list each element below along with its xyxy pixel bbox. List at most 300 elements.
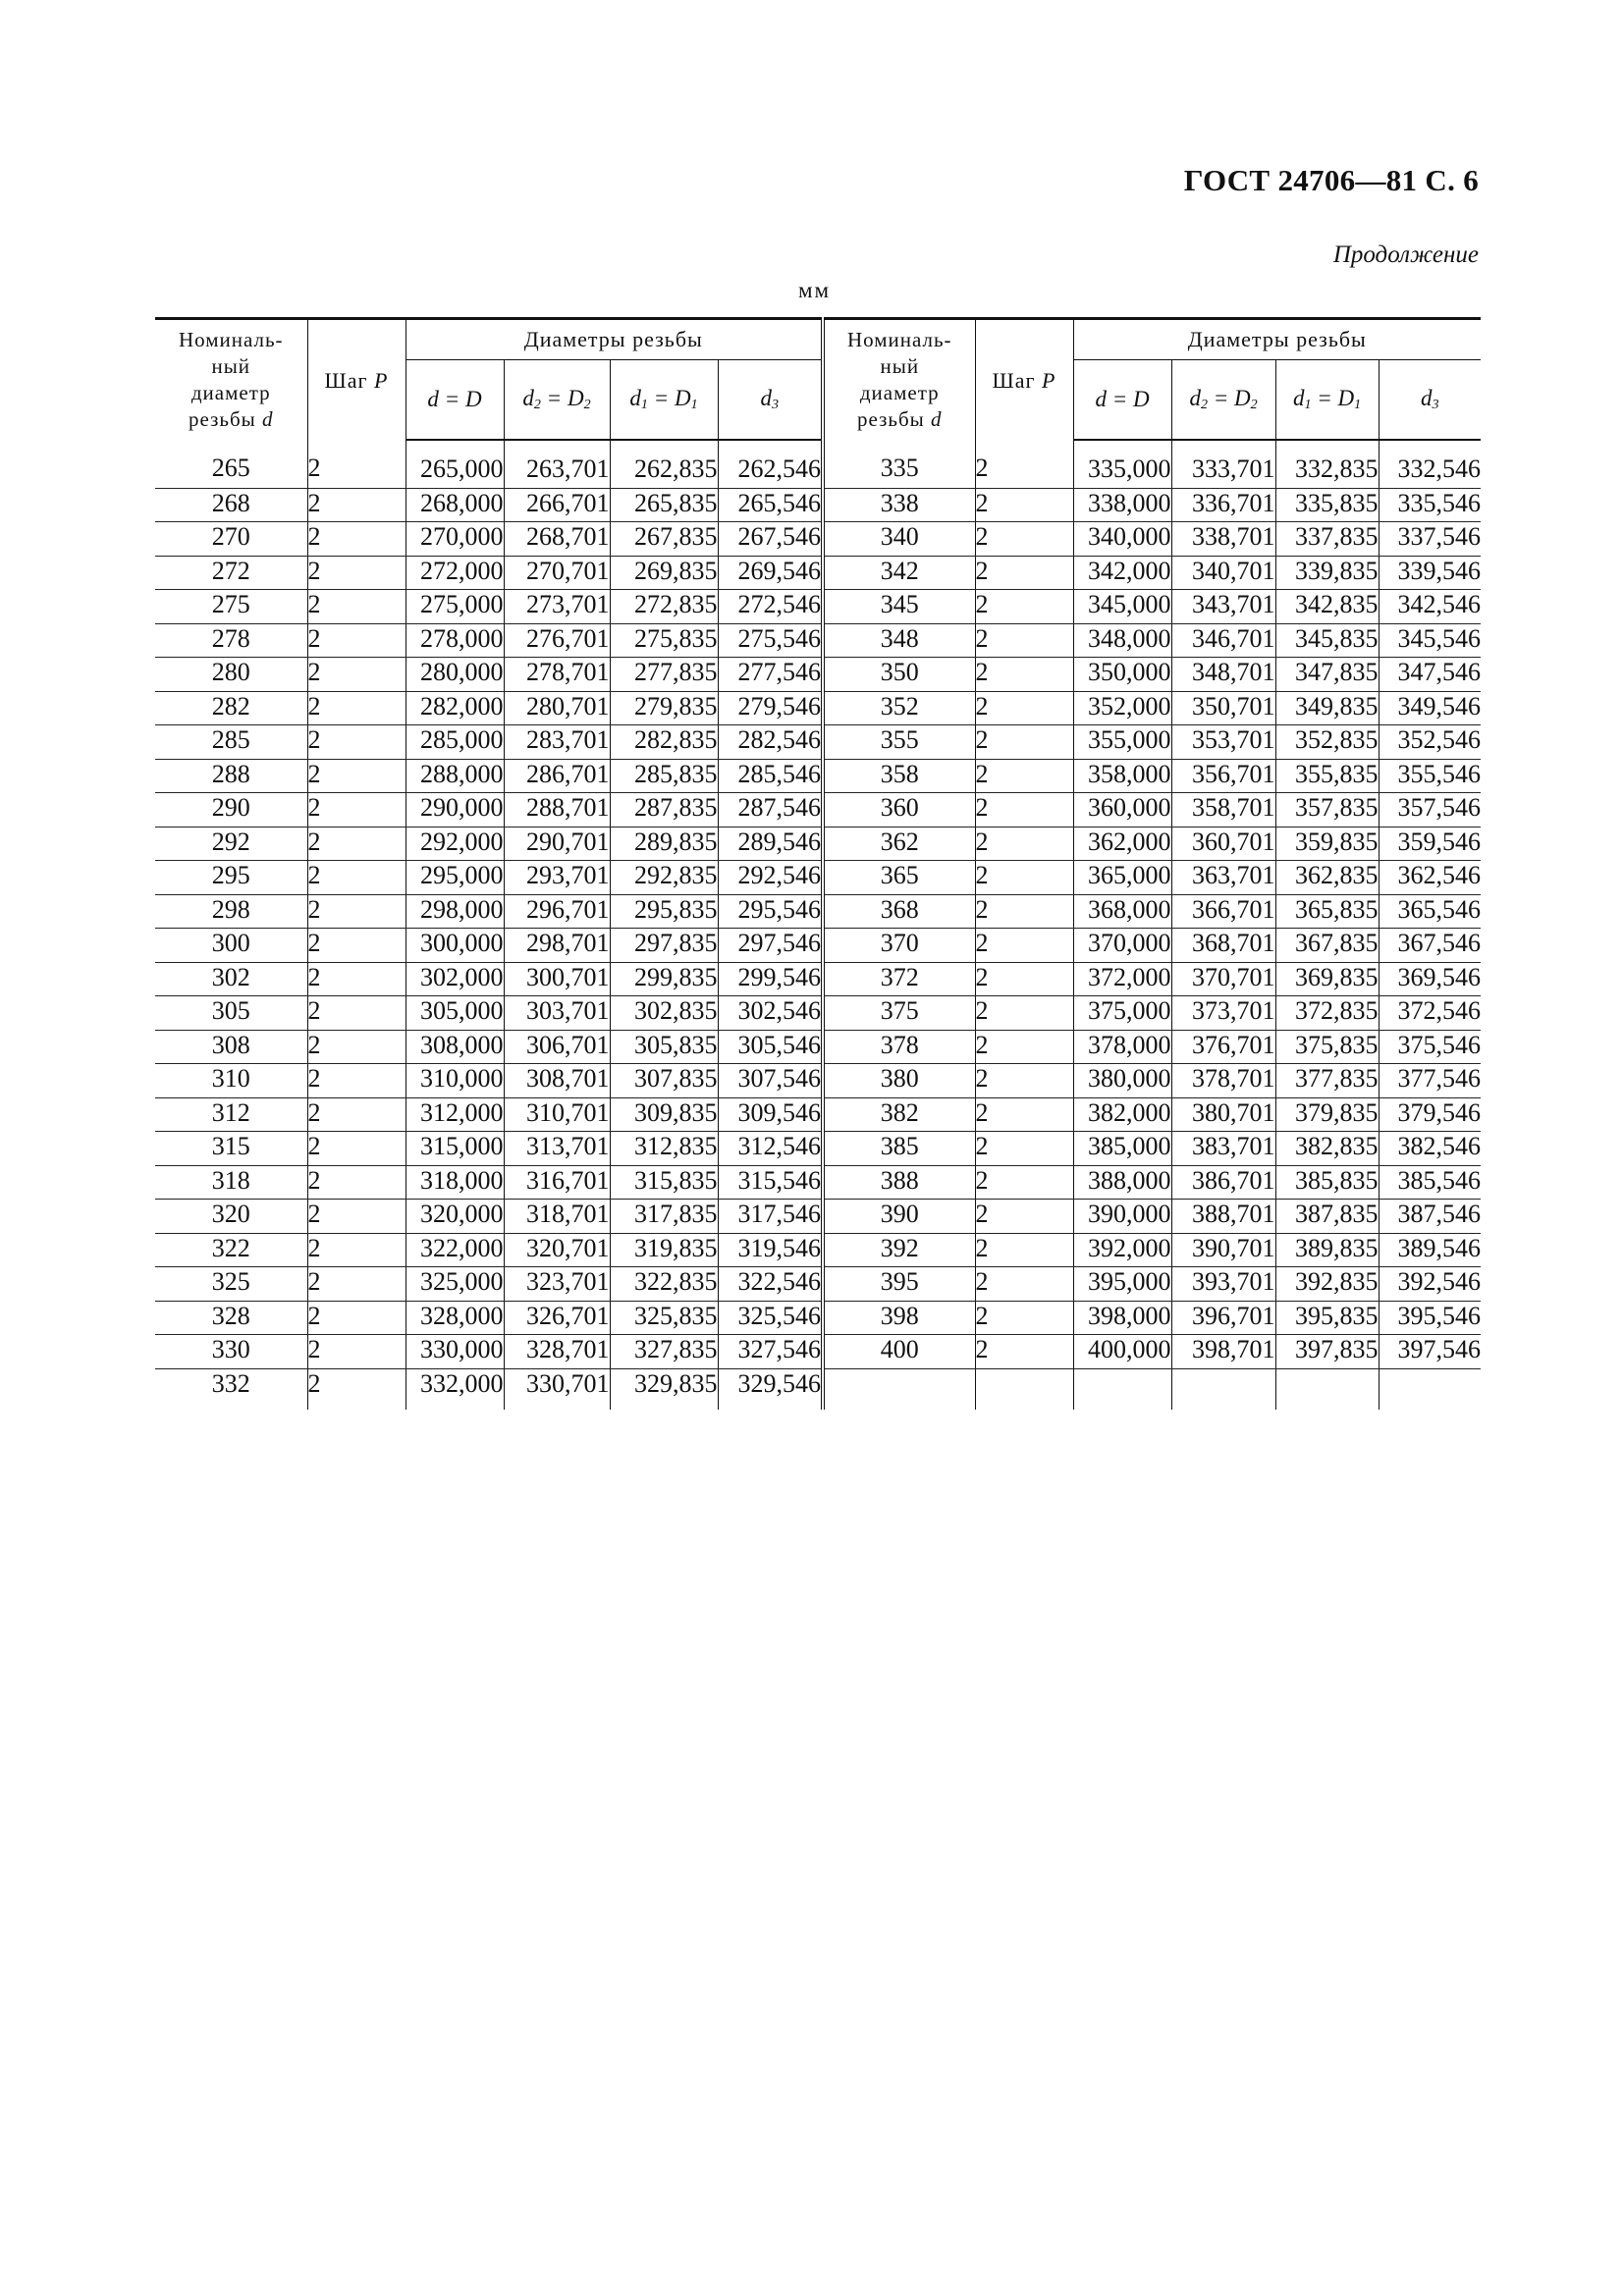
nominal-diameter-cell: 338 — [823, 488, 975, 522]
d2-cell: 343,701 — [1171, 590, 1275, 624]
d1-cell: 285,835 — [610, 759, 718, 793]
step-cell: 2 — [307, 1301, 406, 1335]
d1-cell: 345,835 — [1275, 623, 1379, 658]
step-cell: 2 — [307, 725, 406, 760]
d-equals-D-cell: 278,000 — [406, 623, 504, 658]
d2-cell: 308,701 — [504, 1064, 610, 1098]
nominal-diameter-cell: 285 — [155, 725, 307, 760]
d2-cell: 283,701 — [504, 725, 610, 760]
table-row — [155, 1030, 1481, 1064]
d1-cell: 302,835 — [610, 996, 718, 1031]
d2-cell: 303,701 — [504, 996, 610, 1031]
d3-cell: 362,546 — [1379, 861, 1481, 895]
d2-cell: 333,701 — [1171, 440, 1275, 488]
nominal-diameter-cell: 315 — [155, 1132, 307, 1166]
d1-cell: 319,835 — [610, 1233, 718, 1267]
step-cell: 2 — [975, 488, 1073, 522]
step-cell: 2 — [975, 1030, 1073, 1064]
d2-cell: 293,701 — [504, 861, 610, 895]
step-cell: 2 — [307, 1132, 406, 1166]
d3-cell: 352,546 — [1379, 725, 1481, 760]
d-equals-D-cell: 265,000 — [406, 440, 504, 488]
d-equals-D-cell: 292,000 — [406, 827, 504, 861]
d2-cell: 340,701 — [1171, 556, 1275, 590]
d3-cell: 345,546 — [1379, 623, 1481, 658]
d-equals-D-cell: 280,000 — [406, 658, 504, 692]
table-row — [155, 996, 1481, 1031]
d2-cell: 376,701 — [1171, 1030, 1275, 1064]
step-cell: 2 — [975, 1165, 1073, 1200]
nominal-diameter-cell: 278 — [155, 623, 307, 658]
d3-cell: 319,546 — [718, 1233, 823, 1267]
nominal-diameter-cell: 298 — [155, 894, 307, 929]
table-row — [155, 522, 1481, 557]
d1-cell: 385,835 — [1275, 1165, 1379, 1200]
d3-cell: 372,546 — [1379, 996, 1481, 1031]
table-row — [155, 1200, 1481, 1234]
d1-cell: 275,835 — [610, 623, 718, 658]
d3-cell: 262,546 — [718, 440, 823, 488]
d1-cell: 315,835 — [610, 1165, 718, 1200]
d1-cell: 332,835 — [1275, 440, 1379, 488]
d1-cell: 342,835 — [1275, 590, 1379, 624]
d3-cell: 375,546 — [1379, 1030, 1481, 1064]
nominal-diameter-cell: 358 — [823, 759, 975, 793]
d1-cell: 327,835 — [610, 1335, 718, 1369]
d2-cell: 300,701 — [504, 962, 610, 996]
d2-cell: 348,701 — [1171, 658, 1275, 692]
d2-cell: 318,701 — [504, 1200, 610, 1234]
d2-cell: 323,701 — [504, 1267, 610, 1302]
d1-cell: 395,835 — [1275, 1301, 1379, 1335]
d2-cell: 370,701 — [1171, 962, 1275, 996]
d-equals-D-cell: 298,000 — [406, 894, 504, 929]
d-equals-D-cell: 400,000 — [1073, 1335, 1171, 1369]
d1-cell: 322,835 — [610, 1267, 718, 1302]
step-cell: 2 — [975, 1301, 1073, 1335]
d-equals-D-cell: 385,000 — [1073, 1132, 1171, 1166]
d1-cell: 282,835 — [610, 725, 718, 760]
d-equals-D-cell: 375,000 — [1073, 996, 1171, 1031]
d2-cell: 363,701 — [1171, 861, 1275, 895]
d-equals-D-cell: 370,000 — [1073, 929, 1171, 963]
d2-cell: 336,701 — [1171, 488, 1275, 522]
step-cell: 2 — [307, 1368, 406, 1410]
nominal-diameter-cell: 272 — [155, 556, 307, 590]
table-row — [155, 929, 1481, 963]
d3-cell: 387,546 — [1379, 1200, 1481, 1234]
d2-cell: 388,701 — [1171, 1200, 1275, 1234]
step-cell: 2 — [975, 1064, 1073, 1098]
d-equals-D-cell: 275,000 — [406, 590, 504, 624]
nominal-diameter-cell: 368 — [823, 894, 975, 929]
step-cell — [975, 1368, 1073, 1410]
nominal-diameter-cell: 320 — [155, 1200, 307, 1234]
d1-cell: 367,835 — [1275, 929, 1379, 963]
d2-cell: 288,701 — [504, 793, 610, 828]
d-equals-D-cell: 268,000 — [406, 488, 504, 522]
d1-cell: 287,835 — [610, 793, 718, 828]
d-equals-D-cell: 340,000 — [1073, 522, 1171, 557]
d1-cell: 335,835 — [1275, 488, 1379, 522]
d-equals-D-cell: 308,000 — [406, 1030, 504, 1064]
d2-cell: 353,701 — [1171, 725, 1275, 760]
step-cell: 2 — [307, 996, 406, 1031]
d1-cell: 279,835 — [610, 691, 718, 725]
step-cell: 2 — [307, 1097, 406, 1132]
d3-cell: 305,546 — [718, 1030, 823, 1064]
d2-cell: 393,701 — [1171, 1267, 1275, 1302]
d3-cell: 382,546 — [1379, 1132, 1481, 1166]
d2-cell: 306,701 — [504, 1030, 610, 1064]
units-label: мм — [798, 278, 832, 302]
nominal-diameter-cell: 362 — [823, 827, 975, 861]
d3-cell: 369,546 — [1379, 962, 1481, 996]
nominal-diameter-cell: 292 — [155, 827, 307, 861]
d2-cell: 276,701 — [504, 623, 610, 658]
step-cell: 2 — [307, 793, 406, 828]
step-cell: 2 — [975, 861, 1073, 895]
nominal-diameter-cell: 370 — [823, 929, 975, 963]
d-equals-D-cell: 302,000 — [406, 962, 504, 996]
step-cell: 2 — [975, 691, 1073, 725]
d2-cell: 270,701 — [504, 556, 610, 590]
d3-cell: 285,546 — [718, 759, 823, 793]
d3-cell: 282,546 — [718, 725, 823, 760]
step-cell: 2 — [975, 894, 1073, 929]
d1-cell: 389,835 — [1275, 1233, 1379, 1267]
nominal-diameter-cell: 280 — [155, 658, 307, 692]
d-equals-D-cell: 320,000 — [406, 1200, 504, 1234]
nominal-diameter-cell: 268 — [155, 488, 307, 522]
d1-cell: 292,835 — [610, 861, 718, 895]
table-row — [155, 1233, 1481, 1267]
step-cell: 2 — [307, 590, 406, 624]
step-cell: 2 — [975, 1200, 1073, 1234]
header-diameters-right: Диаметры резьбы — [1073, 319, 1481, 360]
d2-cell: 263,701 — [504, 440, 610, 488]
d-equals-D-cell: 332,000 — [406, 1368, 504, 1410]
table-row — [155, 1165, 1481, 1200]
d-equals-D-cell: 310,000 — [406, 1064, 504, 1098]
thread-diameters-table — [155, 317, 1481, 1410]
d2-cell: 278,701 — [504, 658, 610, 692]
d2-cell: 358,701 — [1171, 793, 1275, 828]
d2-cell: 310,701 — [504, 1097, 610, 1132]
d3-cell: 322,546 — [718, 1267, 823, 1302]
d-equals-D-cell: 358,000 — [1073, 759, 1171, 793]
d1-cell: 312,835 — [610, 1132, 718, 1166]
d3-cell: 265,546 — [718, 488, 823, 522]
d3-cell — [1379, 1368, 1481, 1410]
header-d2-D2: $d_2 = D_2$ — [504, 360, 610, 441]
d2-cell: 296,701 — [504, 894, 610, 929]
d3-cell: 302,546 — [718, 996, 823, 1031]
d-equals-D-cell: 322,000 — [406, 1233, 504, 1267]
table-row — [155, 1301, 1481, 1335]
table-row — [155, 440, 1481, 488]
header-step-right: Шаг P — [975, 319, 1073, 441]
d-equals-D-cell: 328,000 — [406, 1301, 504, 1335]
d-equals-D-cell: 395,000 — [1073, 1267, 1171, 1302]
step-cell: 2 — [307, 861, 406, 895]
d3-cell: 292,546 — [718, 861, 823, 895]
d1-cell: 272,835 — [610, 590, 718, 624]
d3-cell: 365,546 — [1379, 894, 1481, 929]
d3-cell: 347,546 — [1379, 658, 1481, 692]
d-equals-D-cell: 350,000 — [1073, 658, 1171, 692]
d2-cell: 398,701 — [1171, 1335, 1275, 1369]
table-row — [155, 658, 1481, 692]
d-equals-D-cell: 388,000 — [1073, 1165, 1171, 1200]
nominal-diameter-cell: 312 — [155, 1097, 307, 1132]
d-equals-D-cell: 325,000 — [406, 1267, 504, 1302]
step-cell: 2 — [975, 1267, 1073, 1302]
header-d1-D1: $d_1 = D_1$ — [1275, 360, 1379, 441]
d3-cell: 277,546 — [718, 658, 823, 692]
d1-cell: 317,835 — [610, 1200, 718, 1234]
d1-cell: 382,835 — [1275, 1132, 1379, 1166]
d1-cell: 329,835 — [610, 1368, 718, 1410]
nominal-diameter-cell: 378 — [823, 1030, 975, 1064]
nominal-diameter-cell: 300 — [155, 929, 307, 963]
d-equals-D-cell: 300,000 — [406, 929, 504, 963]
d3-cell: 325,546 — [718, 1301, 823, 1335]
d1-cell: 337,835 — [1275, 522, 1379, 557]
d3-cell: 355,546 — [1379, 759, 1481, 793]
d1-cell: 269,835 — [610, 556, 718, 590]
d2-cell: 330,701 — [504, 1368, 610, 1410]
d-equals-D-cell: 360,000 — [1073, 793, 1171, 828]
d2-cell: 396,701 — [1171, 1301, 1275, 1335]
nominal-diameter-cell: 400 — [823, 1335, 975, 1369]
nominal-diameter-cell: 365 — [823, 861, 975, 895]
d1-cell: 289,835 — [610, 827, 718, 861]
table-row — [155, 962, 1481, 996]
d1-cell: 277,835 — [610, 658, 718, 692]
nominal-diameter-cell: 295 — [155, 861, 307, 895]
d1-cell: 325,835 — [610, 1301, 718, 1335]
d-equals-D-cell: 270,000 — [406, 522, 504, 557]
step-cell: 2 — [975, 1335, 1073, 1369]
table-row — [155, 1097, 1481, 1132]
d-equals-D-cell: 390,000 — [1073, 1200, 1171, 1234]
nominal-diameter-cell: 395 — [823, 1267, 975, 1302]
nominal-diameter-cell: 308 — [155, 1030, 307, 1064]
d3-cell: 307,546 — [718, 1064, 823, 1098]
table-row — [155, 861, 1481, 895]
d2-cell: 378,701 — [1171, 1064, 1275, 1098]
d-equals-D-cell: 355,000 — [1073, 725, 1171, 760]
d2-cell: 356,701 — [1171, 759, 1275, 793]
d1-cell: 372,835 — [1275, 996, 1379, 1031]
d-equals-D-cell: 368,000 — [1073, 894, 1171, 929]
d1-cell: 352,835 — [1275, 725, 1379, 760]
d3-cell: 397,546 — [1379, 1335, 1481, 1369]
nominal-diameter-cell: 385 — [823, 1132, 975, 1166]
d2-cell: 380,701 — [1171, 1097, 1275, 1132]
nominal-diameter-cell: 390 — [823, 1200, 975, 1234]
step-cell: 2 — [307, 1064, 406, 1098]
d3-cell: 385,546 — [1379, 1165, 1481, 1200]
d1-cell: 365,835 — [1275, 894, 1379, 929]
step-cell: 2 — [307, 827, 406, 861]
d1-cell: 377,835 — [1275, 1064, 1379, 1098]
d3-cell: 309,546 — [718, 1097, 823, 1132]
nominal-diameter-cell: 270 — [155, 522, 307, 557]
d1-cell: 299,835 — [610, 962, 718, 996]
d1-cell: 375,835 — [1275, 1030, 1379, 1064]
nominal-diameter-cell: 275 — [155, 590, 307, 624]
d3-cell: 289,546 — [718, 827, 823, 861]
step-cell: 2 — [975, 658, 1073, 692]
d-equals-D-cell: 352,000 — [1073, 691, 1171, 725]
table-row — [155, 894, 1481, 929]
d2-cell: 350,701 — [1171, 691, 1275, 725]
table-row — [155, 1064, 1481, 1098]
step-cell: 2 — [307, 929, 406, 963]
header-d1-D1: $d_1 = D_1$ — [610, 360, 718, 441]
d2-cell: 326,701 — [504, 1301, 610, 1335]
d1-cell: 357,835 — [1275, 793, 1379, 828]
d-equals-D-cell: 315,000 — [406, 1132, 504, 1166]
nominal-diameter-cell: 288 — [155, 759, 307, 793]
d2-cell: 320,701 — [504, 1233, 610, 1267]
d-equals-D-cell: 378,000 — [1073, 1030, 1171, 1064]
d2-cell: 266,701 — [504, 488, 610, 522]
d3-cell: 359,546 — [1379, 827, 1481, 861]
nominal-diameter-cell: 330 — [155, 1335, 307, 1369]
step-cell: 2 — [307, 1335, 406, 1369]
d3-cell: 335,546 — [1379, 488, 1481, 522]
nominal-diameter-cell: 372 — [823, 962, 975, 996]
d1-cell: 297,835 — [610, 929, 718, 963]
d-equals-D-cell: 305,000 — [406, 996, 504, 1031]
step-cell: 2 — [307, 658, 406, 692]
d1-cell: 307,835 — [610, 1064, 718, 1098]
nominal-diameter-cell: 302 — [155, 962, 307, 996]
nominal-diameter-cell: 265 — [155, 440, 307, 488]
d2-cell: 386,701 — [1171, 1165, 1275, 1200]
d2-cell: 290,701 — [504, 827, 610, 861]
d2-cell — [1171, 1368, 1275, 1410]
d3-cell: 337,546 — [1379, 522, 1481, 557]
table-row — [155, 1267, 1481, 1302]
d1-cell: 397,835 — [1275, 1335, 1379, 1369]
d2-cell: 360,701 — [1171, 827, 1275, 861]
d3-cell: 267,546 — [718, 522, 823, 557]
d3-cell: 312,546 — [718, 1132, 823, 1166]
d2-cell: 366,701 — [1171, 894, 1275, 929]
d-equals-D-cell: 345,000 — [1073, 590, 1171, 624]
d-equals-D-cell: 382,000 — [1073, 1097, 1171, 1132]
step-cell: 2 — [975, 1097, 1073, 1132]
d1-cell: 379,835 — [1275, 1097, 1379, 1132]
table-row — [155, 590, 1481, 624]
table-row — [155, 1368, 1481, 1410]
step-cell: 2 — [307, 623, 406, 658]
d1-cell — [1275, 1368, 1379, 1410]
d2-cell: 286,701 — [504, 759, 610, 793]
d-equals-D-cell: 295,000 — [406, 861, 504, 895]
nominal-diameter-cell: 355 — [823, 725, 975, 760]
d3-cell: 272,546 — [718, 590, 823, 624]
step-cell: 2 — [975, 590, 1073, 624]
document-title: ГОСТ 24706—81 С. 6 — [1183, 163, 1479, 197]
header-d-equals-D: d = D — [1073, 360, 1171, 441]
step-cell: 2 — [975, 623, 1073, 658]
table-row — [155, 1335, 1481, 1369]
d3-cell: 349,546 — [1379, 691, 1481, 725]
nominal-diameter-cell — [823, 1368, 975, 1410]
d1-cell: 347,835 — [1275, 658, 1379, 692]
step-cell: 2 — [975, 827, 1073, 861]
d-equals-D-cell: 318,000 — [406, 1165, 504, 1200]
step-cell: 2 — [307, 556, 406, 590]
nominal-diameter-cell: 335 — [823, 440, 975, 488]
nominal-diameter-cell: 290 — [155, 793, 307, 828]
step-cell: 2 — [975, 759, 1073, 793]
nominal-diameter-cell: 352 — [823, 691, 975, 725]
nominal-diameter-cell: 360 — [823, 793, 975, 828]
d2-cell: 368,701 — [1171, 929, 1275, 963]
d-equals-D-cell: 272,000 — [406, 556, 504, 590]
d1-cell: 369,835 — [1275, 962, 1379, 996]
d3-cell: 327,546 — [718, 1335, 823, 1369]
d1-cell: 392,835 — [1275, 1267, 1379, 1302]
step-cell: 2 — [307, 1030, 406, 1064]
d1-cell: 339,835 — [1275, 556, 1379, 590]
table-row — [155, 488, 1481, 522]
d2-cell: 316,701 — [504, 1165, 610, 1200]
step-cell: 2 — [975, 522, 1073, 557]
step-cell: 2 — [975, 929, 1073, 963]
step-cell: 2 — [307, 962, 406, 996]
nominal-diameter-cell: 342 — [823, 556, 975, 590]
step-cell: 2 — [307, 759, 406, 793]
d-equals-D-cell: 312,000 — [406, 1097, 504, 1132]
step-cell: 2 — [307, 522, 406, 557]
nominal-diameter-cell: 392 — [823, 1233, 975, 1267]
nominal-diameter-cell: 318 — [155, 1165, 307, 1200]
step-cell: 2 — [307, 894, 406, 929]
d-equals-D-cell — [1073, 1368, 1171, 1410]
d2-cell: 346,701 — [1171, 623, 1275, 658]
d3-cell: 295,546 — [718, 894, 823, 929]
d1-cell: 387,835 — [1275, 1200, 1379, 1234]
d-equals-D-cell: 365,000 — [1073, 861, 1171, 895]
d-equals-D-cell: 392,000 — [1073, 1233, 1171, 1267]
table-row — [155, 759, 1481, 793]
d-equals-D-cell: 372,000 — [1073, 962, 1171, 996]
header-d3: $d_3$ — [718, 360, 823, 441]
d2-cell: 338,701 — [1171, 522, 1275, 557]
table-body — [155, 440, 1481, 1410]
d3-cell: 367,546 — [1379, 929, 1481, 963]
header-step-left: Шаг P — [307, 319, 406, 441]
d-equals-D-cell: 290,000 — [406, 793, 504, 828]
d3-cell: 342,546 — [1379, 590, 1481, 624]
nominal-diameter-cell: 332 — [211, 1368, 250, 1398]
d-equals-D-cell: 285,000 — [406, 725, 504, 760]
header-nominal-left: Номиналь- ный диаметр резьбы d — [155, 319, 307, 441]
d1-cell: 305,835 — [610, 1030, 718, 1064]
table-row — [155, 623, 1481, 658]
d3-cell: 269,546 — [718, 556, 823, 590]
d2-cell: 298,701 — [504, 929, 610, 963]
header-nominal-right: Номиналь- ный диаметр резьбы d — [823, 319, 975, 441]
d-equals-D-cell: 342,000 — [1073, 556, 1171, 590]
